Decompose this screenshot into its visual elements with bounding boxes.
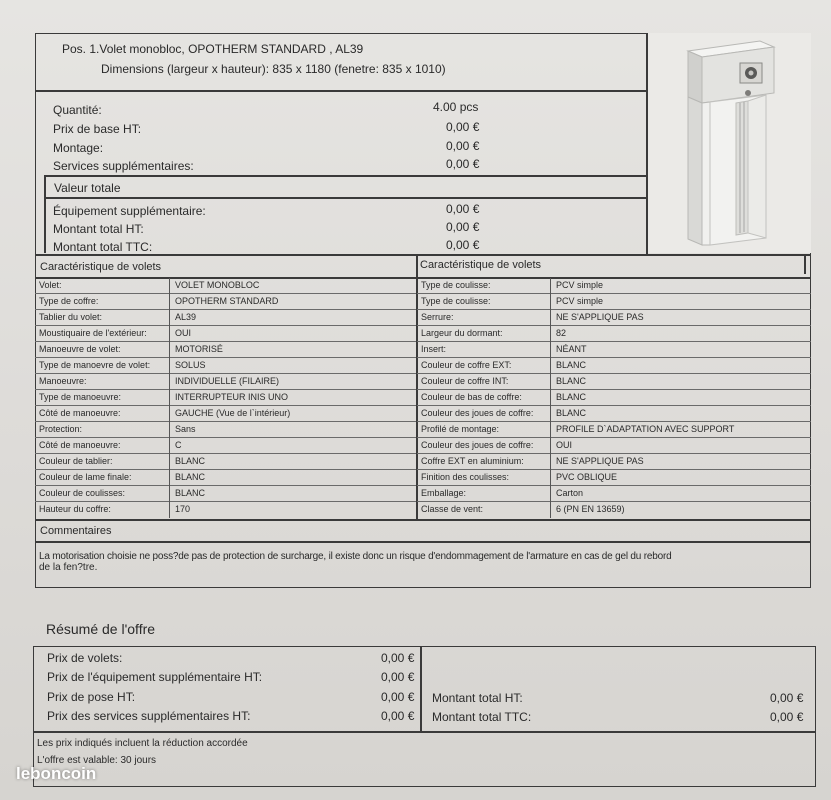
spec-key: Couleur de coffre INT: bbox=[421, 376, 509, 386]
spec-key: Profilé de montage: bbox=[421, 424, 500, 434]
shutter-product-image bbox=[648, 33, 811, 253]
comments-text: La motorisation choisie ne poss?de pas de protection de surcharge, il existe donc un risque d'endommagement de l'armature en cas de gel du rebord bbox=[39, 551, 672, 562]
spec-value: NE S'APPLIQUE PAS bbox=[556, 456, 644, 466]
spec-key: Couleur de coffre EXT: bbox=[421, 360, 512, 370]
spec-row bbox=[35, 342, 416, 358]
total-value: 0,00 € bbox=[446, 220, 480, 234]
spec-row bbox=[35, 358, 416, 374]
spec-key: Insert: bbox=[421, 344, 447, 354]
total-label: Montant total HT: bbox=[53, 222, 144, 236]
spec-value: INDIVIDUELLE (FILAIRE) bbox=[175, 376, 280, 386]
spec-key: Couleur de bas de coffre: bbox=[421, 392, 522, 402]
spec-value: BLANC bbox=[556, 392, 587, 402]
total-label: Montant total TTC: bbox=[53, 240, 153, 254]
spec-key: Largeur du dormant: bbox=[421, 328, 503, 338]
spec-value: C bbox=[175, 440, 182, 450]
spec-key: Classe de vent: bbox=[421, 504, 484, 514]
spec-row bbox=[417, 502, 811, 518]
spec-key: Volet: bbox=[39, 280, 62, 290]
spec-key: Type de coffre: bbox=[39, 296, 99, 306]
spec-value: BLANC bbox=[556, 408, 587, 418]
spec-value: NÉANT bbox=[556, 344, 587, 354]
cost-value: 0,00 € bbox=[446, 157, 480, 171]
summary-label: Prix de volets: bbox=[47, 651, 123, 665]
spec-row bbox=[35, 326, 416, 342]
total-label: Valeur totale bbox=[54, 181, 121, 195]
spec-key: Type de coulisse: bbox=[421, 296, 491, 306]
cost-label: Services supplémentaires: bbox=[53, 159, 194, 173]
spec-row bbox=[417, 310, 811, 326]
spec-row bbox=[35, 454, 416, 470]
cost-label: Quantité: bbox=[53, 103, 102, 117]
cost-value: 4.00 pcs bbox=[433, 100, 479, 114]
summary-label: Prix des services supplémentaires HT: bbox=[47, 709, 251, 723]
spec-table-header: Caractéristique de volets bbox=[420, 259, 542, 271]
spec-row bbox=[417, 294, 811, 310]
spec-row bbox=[35, 310, 416, 326]
spec-key: Protection: bbox=[39, 424, 83, 434]
summary-total-label: Montant total HT: bbox=[432, 691, 523, 705]
summary-total-value: 0,00 € bbox=[770, 710, 804, 724]
spec-row bbox=[35, 278, 416, 294]
spec-key: Emballage: bbox=[421, 488, 467, 498]
summary-total-value: 0,00 € bbox=[770, 691, 804, 705]
spec-row bbox=[35, 438, 416, 454]
position-title: Pos. 1.Volet monobloc, OPOTHERM STANDARD , AL39 bbox=[62, 42, 364, 56]
spec-row bbox=[35, 390, 416, 406]
spec-value: Sans bbox=[175, 424, 196, 434]
spec-value: BLANC bbox=[175, 456, 206, 466]
spec-row bbox=[417, 326, 811, 342]
leboncoin-watermark: leboncoin bbox=[16, 764, 97, 783]
total-value: 0,00 € bbox=[446, 238, 480, 252]
spec-key: Hauteur du coffre: bbox=[39, 504, 111, 514]
comments-title: Commentaires bbox=[40, 525, 112, 537]
cost-value: 0,00 € bbox=[446, 120, 480, 134]
summary-label: Prix de l'équipement supplémentaire HT: bbox=[47, 670, 263, 684]
spec-key: Couleur des joues de coffre: bbox=[421, 440, 534, 450]
spec-value: SOLUS bbox=[175, 360, 206, 370]
spec-key: Côté de manoeuvre: bbox=[39, 408, 121, 418]
spec-key: Couleur de coulisses: bbox=[39, 488, 126, 498]
spec-key: Côté de manoeuvre: bbox=[39, 440, 121, 450]
spec-value: PVC OBLIQUE bbox=[556, 472, 618, 482]
cost-value: 0,00 € bbox=[446, 139, 480, 153]
spec-value: MOTORISÉ bbox=[175, 344, 223, 354]
spec-row bbox=[417, 374, 811, 390]
spec-row bbox=[417, 342, 811, 358]
spec-row bbox=[417, 406, 811, 422]
summary-value: 0,00 € bbox=[381, 690, 415, 704]
spec-row bbox=[417, 422, 811, 438]
cost-label: Montage: bbox=[53, 141, 104, 155]
spec-row bbox=[35, 422, 416, 438]
spec-key: Couleur de tablier: bbox=[39, 456, 113, 466]
spec-value: BLANC bbox=[556, 376, 587, 386]
spec-table-header: Caractéristique de volets bbox=[40, 261, 162, 273]
spec-value: INTERRUPTEUR INIS UNO bbox=[175, 392, 289, 402]
spec-key: Moustiquaire de l'extérieur: bbox=[39, 328, 147, 338]
spec-key: Type de manoevre de volet: bbox=[39, 360, 151, 370]
spec-key: Type de manoeuvre: bbox=[39, 392, 122, 402]
spec-key: Coffre EXT en aluminium: bbox=[421, 456, 524, 466]
spec-value: OUI bbox=[175, 328, 192, 338]
spec-value: BLANC bbox=[175, 488, 206, 498]
spec-row bbox=[417, 438, 811, 454]
spec-row bbox=[35, 374, 416, 390]
spec-value: PCV simple bbox=[556, 296, 604, 306]
spec-value: OPOTHERM STANDARD bbox=[175, 296, 279, 306]
summary-value: 0,00 € bbox=[381, 709, 415, 723]
spec-key: Manoeuvre: bbox=[39, 376, 87, 386]
spec-row bbox=[417, 390, 811, 406]
spec-key: Manoeuvre de volet: bbox=[39, 344, 121, 354]
spec-row bbox=[35, 502, 416, 518]
spec-row bbox=[35, 294, 416, 310]
spec-row bbox=[417, 358, 811, 374]
spec-key: Serrure: bbox=[421, 312, 454, 322]
spec-row bbox=[417, 278, 811, 294]
summary-value: 0,00 € bbox=[381, 651, 415, 665]
spec-value: 82 bbox=[556, 328, 567, 338]
spec-value: 6 (PN EN 13659) bbox=[556, 504, 625, 514]
spec-value: BLANC bbox=[175, 472, 206, 482]
summary-note: L'offre est valable: 30 jours bbox=[37, 755, 157, 766]
summary-note: Les prix indiqués incluent la réduction accordée bbox=[37, 738, 248, 749]
spec-value: 170 bbox=[175, 504, 191, 514]
cost-label: Prix de base HT: bbox=[53, 122, 142, 136]
total-value: 0,00 € bbox=[446, 202, 480, 216]
spec-key: Couleur des joues de coffre: bbox=[421, 408, 534, 418]
total-label: Équipement supplémentaire: bbox=[53, 204, 206, 218]
spec-value: PCV simple bbox=[556, 280, 604, 290]
spec-key: Type de coulisse: bbox=[421, 280, 491, 290]
spec-value: VOLET MONOBLOC bbox=[175, 280, 260, 290]
comments-text: de la fen?tre. bbox=[39, 562, 98, 573]
summary-total-label: Montant total TTC: bbox=[432, 710, 532, 724]
spec-row bbox=[35, 406, 416, 422]
spec-key: Finition des coulisses: bbox=[421, 472, 510, 482]
spec-value: PROFILE D`ADAPTATION AVEC SUPPORT bbox=[556, 424, 735, 434]
position-dimensions: Dimensions (largeur x hauteur): 835 x 1180 (fenetre: 835 x 1010) bbox=[101, 62, 446, 76]
spec-value: Carton bbox=[556, 488, 584, 498]
spec-row bbox=[417, 486, 811, 502]
summary-title: Résumé de l'offre bbox=[46, 621, 156, 637]
spec-value: OUI bbox=[556, 440, 573, 450]
spec-value: GAUCHE (Vue de l`intérieur) bbox=[175, 408, 291, 418]
spec-row bbox=[35, 470, 416, 486]
spec-row bbox=[417, 454, 811, 470]
spec-value: BLANC bbox=[556, 360, 587, 370]
summary-value: 0,00 € bbox=[381, 670, 415, 684]
spec-value: AL39 bbox=[175, 312, 197, 322]
summary-label: Prix de pose HT: bbox=[47, 690, 136, 704]
spec-key: Couleur de lame finale: bbox=[39, 472, 132, 482]
spec-key: Tablier du volet: bbox=[39, 312, 103, 322]
spec-value: NE S'APPLIQUE PAS bbox=[556, 312, 644, 322]
spec-row bbox=[35, 486, 416, 502]
spec-row bbox=[417, 470, 811, 486]
